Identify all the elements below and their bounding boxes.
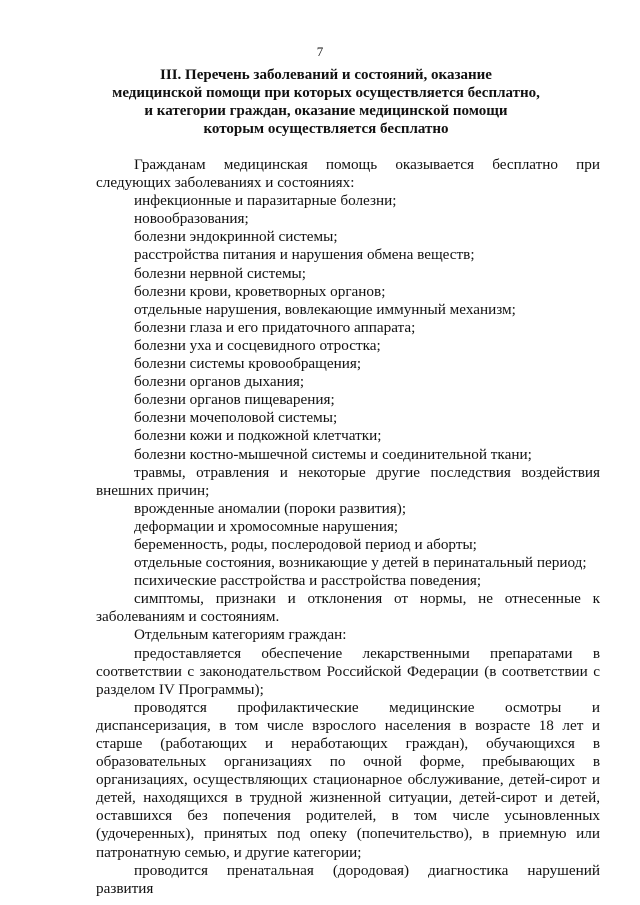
page-number: 7 [316,44,324,59]
list-item: болезни глаза и его придаточного аппарата; [134,318,416,336]
list-item: беременность, роды, послеродовой период и аборты; [134,535,477,553]
title-line: и категории граждан, оказание медицинской помощи [144,103,508,119]
title-line: медицинской помощи при которых осуществляется бесплатно, [112,85,540,101]
categories-intro: Отдельным категориям граждан: [134,626,347,644]
list-item: болезни мочеполовой системы; [134,409,338,427]
list-item: врожденные аномалии (пороки развития); [134,499,407,517]
trauma-paragraph: травмы, отравления и некоторые другие последствия воздействия внешних причин; [96,463,600,499]
list-item: болезни органов пищеварения; [134,391,335,409]
list-item: болезни костно-мышечной системы и соединительной ткани; [134,445,532,463]
list-item: новообразования; [134,210,249,228]
list-item: болезни крови, кроветворных органов; [134,282,386,300]
list-item: деформации и хромосомные нарушения; [134,517,399,535]
title-line: которым осуществляется бесплатно [203,121,449,137]
list-item: болезни уха и сосцевидного отростка; [134,336,381,354]
prenatal-paragraph: проводится пренатальная (дородовая) диагностика нарушений развития [96,861,600,897]
intro-paragraph: Гражданам медицинская помощь оказывается бесплатно при следующих заболеваниях и состояниях: [96,156,600,192]
list-item: болезни нервной системы; [134,264,306,282]
drugs-paragraph: предоставляется обеспечение лекарственными препаратами в соответствии с законодательством Российской Федерации (в соответствии с разделом IV Программы); [96,644,600,698]
list-item: отдельные состояния, возникающие у детей в перинатальный период; [134,554,587,572]
title-line: III. Перечень заболеваний и состояний, оказание [160,67,492,83]
list-item: болезни системы кровообращения; [134,355,362,373]
list-item: отдельные нарушения, вовлекающие иммунный механизм; [134,300,516,318]
list-item: инфекционные и паразитарные болезни; [134,192,397,210]
list-item: болезни органов дыхания; [134,373,305,391]
checkups-paragraph: проводятся профилактические медицинские осмотры и диспансеризация, в том числе взрослого населения в возрасте 18 лет и старше (работающих и неработающих граждан), обучающихся в образовательных организациях по очной форме, пребывающих в организациях, осуществляющих стационарное обслуживание, детей-сирот и детей, находящихся в трудной жизненной ситуации, детей-сирот и детей, оставшихся без попечения родителей, в том числе усыновленных (удочеренных), принятых под опеку (попечительство), в приемную или патронатную семью, и другие категории; [96,698,600,861]
list-item: болезни эндокринной системы; [134,228,338,246]
symptoms-paragraph: симптомы, признаки и отклонения от нормы, не отнесенные к заболеваниям и состояниям. [96,590,600,626]
document-body [96,156,600,898]
list-item: болезни кожи и подкожной клетчатки; [134,427,382,445]
list-item: психические расстройства и расстройства поведения; [134,572,482,590]
list-item: расстройства питания и нарушения обмена веществ; [134,246,475,264]
section-title [96,66,556,138]
